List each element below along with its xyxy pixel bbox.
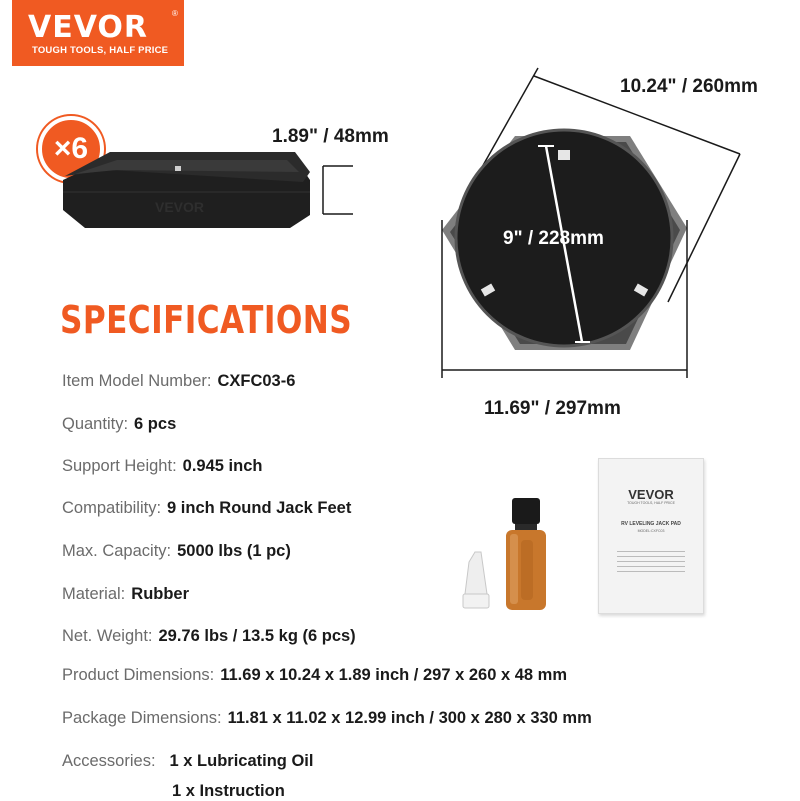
spec-row — [62, 666, 567, 685]
manual-text-line — [617, 551, 685, 552]
brand-name: VEVOR — [28, 10, 149, 45]
quantity-badge: ×6 — [38, 116, 104, 182]
specifications-title: SPECIFICATIONS — [60, 298, 353, 342]
manual-model: MODEL:CXFC03 — [637, 529, 665, 533]
spec-value: 11.69 x 10.24 x 1.89 inch / 297 x 260 x 48 mm — [220, 666, 567, 684]
spec-row — [62, 542, 291, 561]
spec-label: Net. Weight: — [62, 627, 153, 645]
spec-value: Rubber — [131, 585, 190, 603]
manual-text-line — [617, 556, 685, 557]
spec-label: Package Dimensions: — [62, 709, 222, 727]
spec-value: 0.945 inch — [182, 457, 263, 475]
inner-diameter-label: 9" / 228mm — [503, 228, 604, 249]
spec-label: Accessories: — [62, 752, 156, 770]
spec-label: Product Dimensions: — [62, 666, 215, 684]
brand-tagline: TOUGH TOOLS, HALF PRICE — [32, 45, 169, 56]
instruction-manual-image — [598, 458, 704, 614]
spec-label: Support Height: — [62, 457, 177, 475]
brand-logo — [12, 0, 184, 66]
spec-row — [62, 709, 592, 728]
svg-text:VEVOR: VEVOR — [155, 199, 205, 215]
spec-value: 5000 lbs (1 pc) — [177, 542, 291, 560]
spec-value: CXFC03-6 — [217, 372, 296, 390]
pad-side-view-image — [55, 140, 355, 240]
spec-value: 6 pcs — [134, 415, 177, 433]
depth-dimension-label: 10.24" / 260mm — [620, 76, 758, 97]
height-dimension-label: 1.89" / 48mm — [272, 126, 389, 147]
manual-brand: VEVOR — [628, 487, 674, 502]
accessory-instruction: 1 x Instruction — [172, 782, 285, 800]
spec-value: 9 inch Round Jack Feet — [167, 499, 352, 517]
spec-row — [62, 499, 351, 518]
spec-row — [62, 627, 356, 646]
spec-label: Compatibility: — [62, 499, 162, 517]
manual-text-line — [617, 566, 685, 567]
spec-label: Material: — [62, 585, 126, 603]
spec-row — [62, 415, 176, 434]
manual-tagline: TOUGH TOOLS, HALF PRICE — [627, 501, 675, 505]
manual-text-line — [617, 571, 685, 572]
spec-row — [62, 457, 262, 476]
spec-row — [62, 372, 295, 391]
spec-label: Max. Capacity: — [62, 542, 172, 560]
oil-bottle-image — [455, 490, 555, 615]
manual-title: RV LEVELING JACK PAD — [621, 521, 681, 527]
spec-label: Quantity: — [62, 415, 129, 433]
spec-row — [62, 752, 313, 771]
spec-row — [62, 585, 189, 604]
registered-mark: ® — [172, 9, 178, 18]
spec-value: 29.76 lbs / 13.5 kg (6 pcs) — [158, 627, 356, 645]
width-dimension-label: 11.69" / 297mm — [484, 398, 621, 419]
manual-text-line — [617, 561, 685, 562]
spec-value: 1 x Lubricating Oil — [169, 752, 314, 770]
spec-value: 11.81 x 11.02 x 12.99 inch / 300 x 280 x 330 mm — [227, 709, 592, 727]
spec-label: Item Model Number: — [62, 372, 212, 390]
